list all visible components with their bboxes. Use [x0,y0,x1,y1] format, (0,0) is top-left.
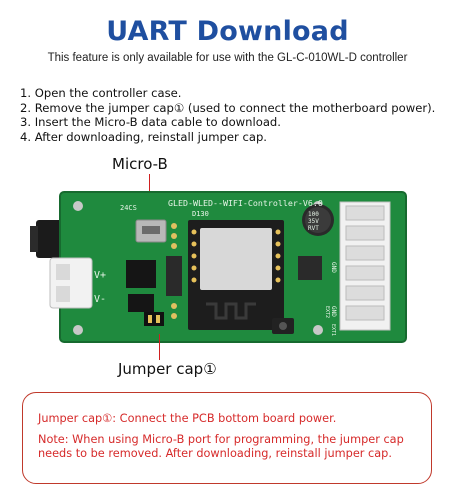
instruction-steps [20,86,435,144]
board-name-label: GLED-WLED--WIFI-Controller-V6.0 [168,198,323,208]
step-item: 3. Insert the Micro-B data cable to download. [20,115,281,130]
jumper-pointer [159,334,160,360]
side-label: GND [330,262,337,273]
svg-text:V-: V- [94,294,107,305]
micro-b-label: Micro-B [112,155,168,173]
side-label: EXT2 [324,306,330,319]
note-line: needs to be removed. After downloading, reinstall jumper cap. [38,447,392,460]
cap-label: 35V [308,218,319,225]
note-jumper: Jumper cap①: Connect the PCB bottom board power. [38,412,337,425]
page-title: UART Download [106,16,349,47]
dc-jack [36,220,62,258]
jumper-cap [144,312,164,326]
board-mark: 24CS [120,204,137,212]
page-subtitle: This feature is only available for use with the GL-C-010WL-D controller [47,52,408,64]
note-line: Note: When using Micro-B port for programming, the jumper cap [38,433,404,446]
controller-board-image [28,186,432,348]
board-mark: D130 [192,210,209,218]
cap-label: 100 [308,211,319,218]
svg-text:V+: V+ [94,270,107,281]
jumper-cap-label: Jumper cap① [118,360,217,378]
side-label: GND [330,306,337,317]
step-item: 2. Remove the jumper cap① (used to connect the motherboard power). [20,100,436,115]
usb-chip [126,260,156,288]
step-item: 4. After downloading, reinstall jumper cap. [20,129,267,144]
cap-label: RVT [308,225,319,232]
step-item: 1. Open the controller case. [20,86,182,100]
side-label: EXT1 [330,324,336,337]
output-terminal [340,202,390,330]
